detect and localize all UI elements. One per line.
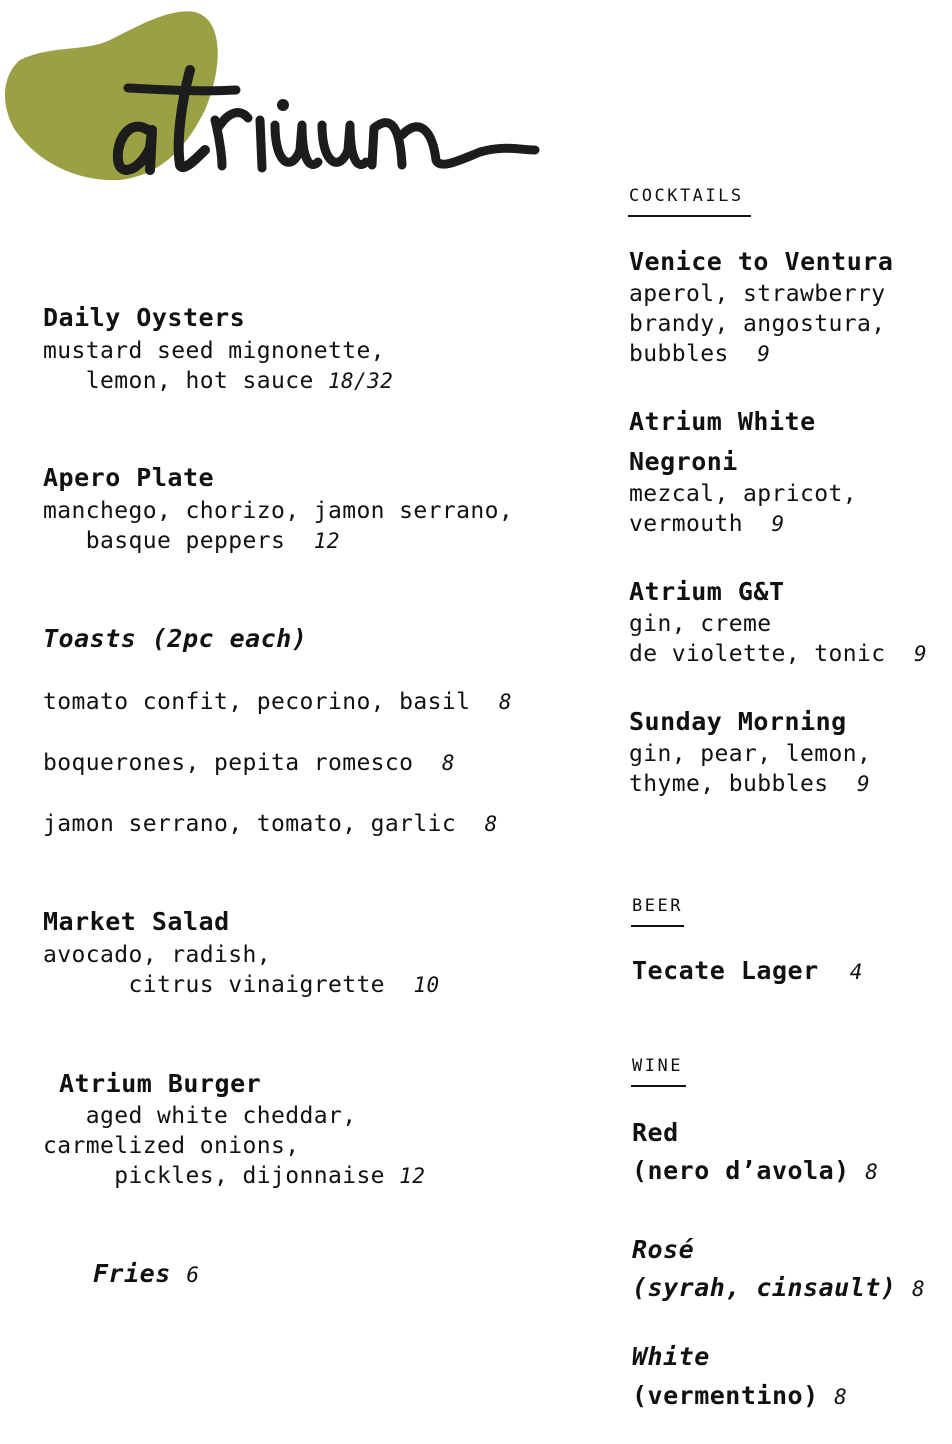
item-price: 8 bbox=[441, 751, 455, 775]
item-name-daily-oysters: Daily Oysters bbox=[43, 303, 246, 332]
item-price: 4 bbox=[849, 960, 863, 984]
desc-text: basque peppers bbox=[43, 528, 314, 554]
cocktail-name-atrium-gt: Atrium G&T bbox=[629, 577, 785, 606]
wine-varietal-red bbox=[632, 1156, 878, 1187]
desc-text: jamon serrano, tomato, garlic bbox=[43, 811, 485, 837]
item-price: 8 bbox=[911, 1277, 926, 1301]
wine-name-red: Red bbox=[632, 1118, 679, 1147]
item-desc-atrium-burger: aged white cheddar, bbox=[43, 1103, 357, 1129]
item-price: 9 bbox=[757, 342, 771, 366]
cocktail-desc: gin, pear, lemon, bbox=[629, 741, 872, 767]
varietal-text: (nero d’avola) bbox=[632, 1156, 866, 1185]
item-price: 10 bbox=[413, 973, 440, 997]
toast-item bbox=[43, 809, 498, 839]
item-price: 8 bbox=[834, 1385, 848, 1409]
section-heading-beer: BEER bbox=[632, 896, 683, 916]
varietal-text: (vermentino) bbox=[632, 1381, 835, 1410]
item-price: 18/32 bbox=[327, 369, 394, 393]
section-divider bbox=[631, 1085, 686, 1087]
cocktail-desc bbox=[629, 339, 770, 369]
item-desc-daily-oysters: mustard seed mignonette, bbox=[43, 338, 385, 364]
item-price: 6 bbox=[186, 1263, 200, 1287]
item-price: 12 bbox=[313, 529, 340, 553]
beer-name-tecate-lager: Tecate Lager bbox=[632, 956, 819, 985]
desc-text: bubbles bbox=[629, 341, 758, 367]
desc-text: lemon, hot sauce bbox=[43, 368, 328, 394]
item-price: 9 bbox=[913, 642, 927, 666]
section-divider bbox=[631, 925, 684, 927]
atrium-logo bbox=[0, 0, 560, 200]
cocktail-desc bbox=[629, 769, 870, 799]
wine-name-rose: Rosé bbox=[632, 1235, 695, 1264]
item-price: 12 bbox=[399, 1164, 426, 1188]
desc-text: thyme, bubbles bbox=[629, 771, 857, 797]
item-name-atrium-burger: Atrium Burger bbox=[59, 1069, 262, 1098]
item-fries bbox=[93, 1259, 199, 1290]
wine-varietal-rose bbox=[632, 1273, 925, 1304]
item-name-toasts: Toasts (2pc each) bbox=[43, 624, 308, 653]
item-desc-apero-plate-2 bbox=[43, 526, 340, 556]
item-name-market-salad: Market Salad bbox=[43, 907, 230, 936]
cocktail-name-sunday-morning: Sunday Morning bbox=[629, 707, 847, 736]
item-name-fries: Fries bbox=[93, 1259, 171, 1288]
varietal-text: (syrah, cinsault) bbox=[632, 1273, 912, 1302]
item-desc-daily-oysters-2 bbox=[43, 366, 393, 396]
desc-text: pickles, dijonnaise bbox=[43, 1163, 400, 1189]
item-price: 9 bbox=[771, 512, 785, 536]
cocktail-desc bbox=[629, 509, 785, 539]
item-price: 8 bbox=[865, 1160, 879, 1184]
section-divider bbox=[628, 215, 751, 217]
toast-item bbox=[43, 687, 512, 717]
item-desc-atrium-burger-2: carmelized onions, bbox=[43, 1133, 300, 1159]
item-desc-market-salad-2 bbox=[43, 970, 440, 1000]
desc-text: vermouth bbox=[629, 511, 772, 537]
item-name-apero-plate: Apero Plate bbox=[43, 463, 215, 492]
desc-text: de violette, tonic bbox=[629, 641, 914, 667]
beer-item bbox=[632, 956, 863, 987]
section-heading-cocktails: COCKTAILS bbox=[629, 186, 744, 206]
section-heading-wine: WINE bbox=[632, 1056, 683, 1076]
wine-name-white: White bbox=[632, 1342, 710, 1371]
desc-text: boquerones, pepita romesco bbox=[43, 750, 442, 776]
item-price: 8 bbox=[484, 812, 498, 836]
item-desc-market-salad: avocado, radish, bbox=[43, 942, 271, 968]
desc-text: tomato confit, pecorino, basil bbox=[43, 689, 499, 715]
cocktail-desc: aperol, strawberry bbox=[629, 281, 886, 307]
cocktail-desc: brandy, angostura, bbox=[629, 311, 886, 337]
item-desc-apero-plate: manchego, chorizo, jamon serrano, bbox=[43, 498, 514, 524]
item-price: 9 bbox=[856, 772, 871, 796]
cocktail-name-atrium-white-negroni: Atrium White bbox=[629, 407, 816, 436]
item-desc-atrium-burger-3 bbox=[43, 1161, 425, 1191]
cocktail-desc bbox=[629, 639, 927, 669]
cocktail-name-venice-to-ventura: Venice to Ventura bbox=[629, 247, 894, 276]
cocktail-name-atrium-white-negroni-2: Negroni bbox=[629, 447, 738, 476]
toast-item bbox=[43, 748, 455, 778]
cocktail-desc: gin, creme bbox=[629, 611, 772, 637]
desc-text: citrus vinaigrette bbox=[43, 972, 414, 998]
cocktail-desc: mezcal, apricot, bbox=[629, 481, 857, 507]
wine-varietal-white bbox=[632, 1381, 847, 1412]
item-price: 8 bbox=[498, 690, 512, 714]
